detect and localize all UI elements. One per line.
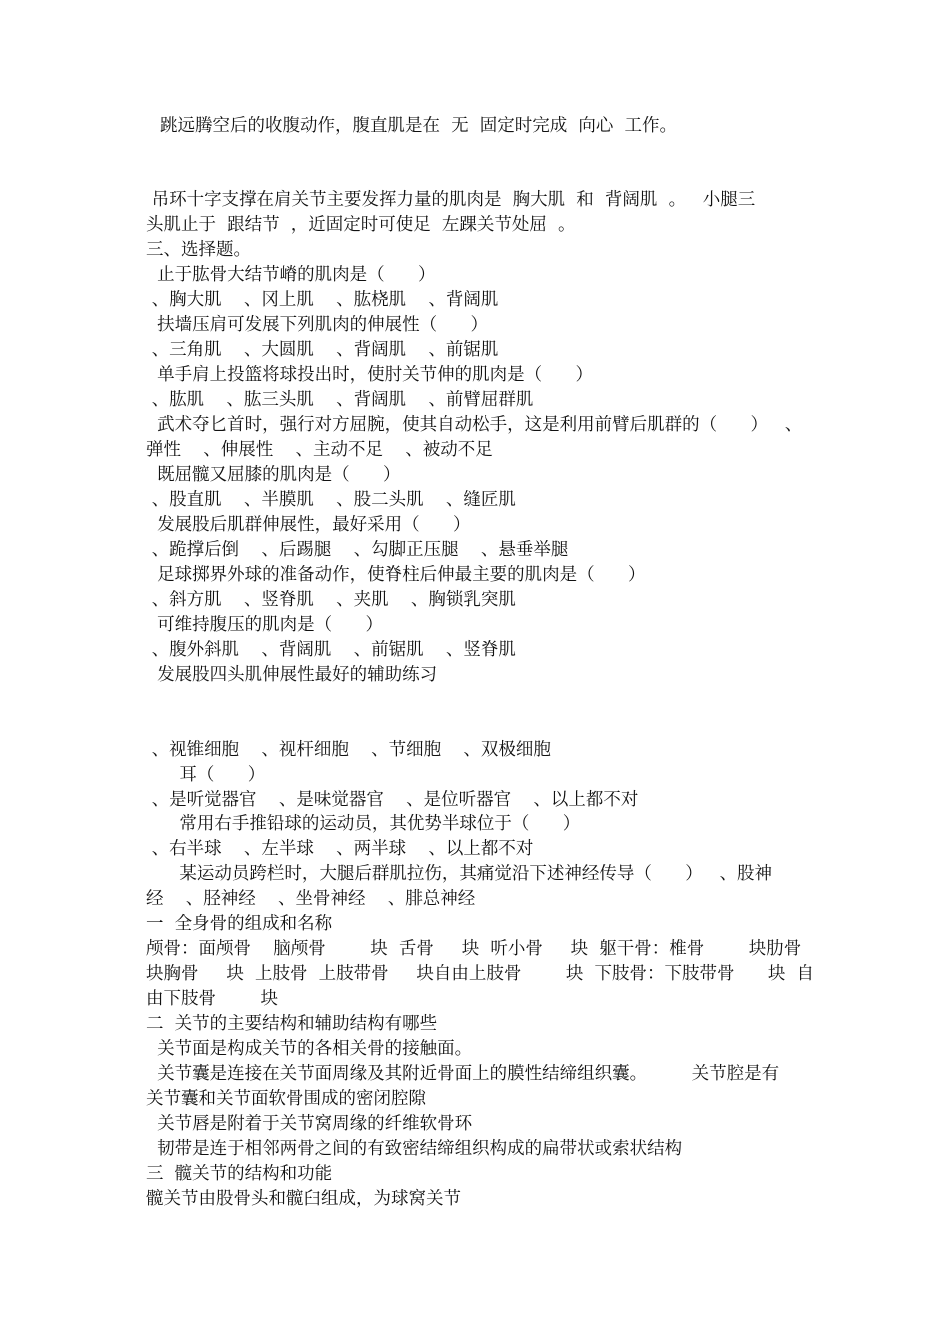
options-line: 、右半球 、左半球 、两半球 、以上都不对	[146, 839, 534, 859]
options-line: 、肱肌 、肱三头肌 、背阔肌 、前臂屈群肌	[146, 390, 534, 410]
section-heading: 二 关节的主要结构和辅助结构有哪些	[146, 1014, 438, 1034]
section-heading: 三 髋关节的结构和功能	[146, 1164, 333, 1184]
text-line: 关节面是构成关节的各相关骨的接触面。	[146, 1039, 473, 1059]
options-line: 、斜方肌 、竖脊肌 、夹肌 、胸锁乳突肌	[146, 590, 516, 610]
section-heading: 一 全身骨的组成和名称	[146, 914, 333, 934]
text-line: 吊环十字支撑在肩关节主要发挥力量的肌肉是 胸大肌 和 背阔肌 。 小腿三	[146, 190, 756, 210]
options-line: 、胸大肌 、冈上肌 、肱桡肌 、背阔肌	[146, 290, 499, 310]
options-line: 弹性 、伸展性 、主动不足 、被动不足	[146, 440, 493, 460]
options-line: 、三角肌 、大圆肌 、背阔肌 、前锯肌	[146, 340, 499, 360]
text-line: 韧带是连于相邻两骨之间的有致密结缔组织构成的扁带状或索状结构	[146, 1139, 683, 1159]
text-line: 块胸骨 块 上肢骨 上肢带骨 块自由上肢骨 块 下肢骨：下肢带骨 块 自	[146, 964, 815, 984]
text-line: 关节囊是连接在关节面周缘及其附近骨面上的膜性结缔组织囊。 关节腔是有	[146, 1064, 780, 1084]
options-line: 、视锥细胞 、视杆细胞 、节细胞 、双极细胞	[146, 740, 551, 760]
question-line: 武术夺匕首时，强行对方屈腕，使其自动松手，这是利用前臂后肌群的（ ） 、	[146, 415, 803, 435]
text-line: 关节囊和关节面软骨围成的密闭腔隙	[146, 1089, 426, 1109]
options-line: 经 、胫神经 、坐骨神经 、腓总神经	[146, 889, 476, 909]
text-line: 关节唇是附着于关节窝周缘的纤维软骨环	[146, 1114, 473, 1134]
text-line: 头肌止于 跟结节 ，近固定时可使足 左踝关节处屈 。	[146, 215, 576, 235]
text-line: 由下肢骨 块	[146, 989, 279, 1009]
question-line: 发展股四头肌伸展性最好的辅助练习	[146, 665, 438, 685]
question-line: 可维持腹压的肌肉是（ ）	[146, 615, 384, 635]
question-line: 单手肩上投篮将球投出时，使肘关节伸的肌肉是（ ）	[146, 365, 594, 385]
options-line: 、股直肌 、半膜肌 、股二头肌 、缝匠肌	[146, 490, 516, 510]
options-line: 、跪撑后倒 、后踢腿 、勾脚正压腿 、悬垂举腿	[146, 540, 569, 560]
question-line: 常用右手推铅球的运动员，其优势半球位于（ ）	[146, 814, 581, 834]
question-line: 耳（ ）	[146, 765, 266, 785]
text-line: 跳远腾空后的收腹动作，腹直肌是在 无 固定时完成 向心 工作。	[160, 116, 677, 136]
question-line: 发展股后肌群伸展性，最好采用（ ）	[146, 515, 471, 535]
question-line: 某运动员跨栏时，大腿后群肌拉伤，其痛觉沿下述神经传导（ ） 、股神	[146, 864, 772, 884]
question-line: 既屈髋又屈膝的肌肉是（ ）	[146, 465, 401, 485]
section-heading: 三、选择题。	[146, 240, 251, 260]
text-line: 颅骨：面颅骨 脑颅骨 块 舌骨 块 听小骨 块 躯干骨：椎骨 块肋骨	[146, 939, 802, 959]
options-line: 、腹外斜肌 、背阔肌 、前锯肌 、竖脊肌	[146, 640, 516, 660]
options-line: 、是听觉器官 、是味觉器官 、是位听器官 、以上都不对	[146, 790, 639, 810]
text-line: 髋关节由股骨头和髋臼组成，为球窝关节	[146, 1189, 461, 1209]
question-line: 止于肱骨大结节嵴的肌肉是（ ）	[146, 265, 436, 285]
question-line: 足球掷界外球的准备动作，使脊柱后伸最主要的肌肉是（ ）	[146, 565, 646, 585]
question-line: 扶墙压肩可发展下列肌肉的伸展性（ ）	[146, 315, 489, 335]
